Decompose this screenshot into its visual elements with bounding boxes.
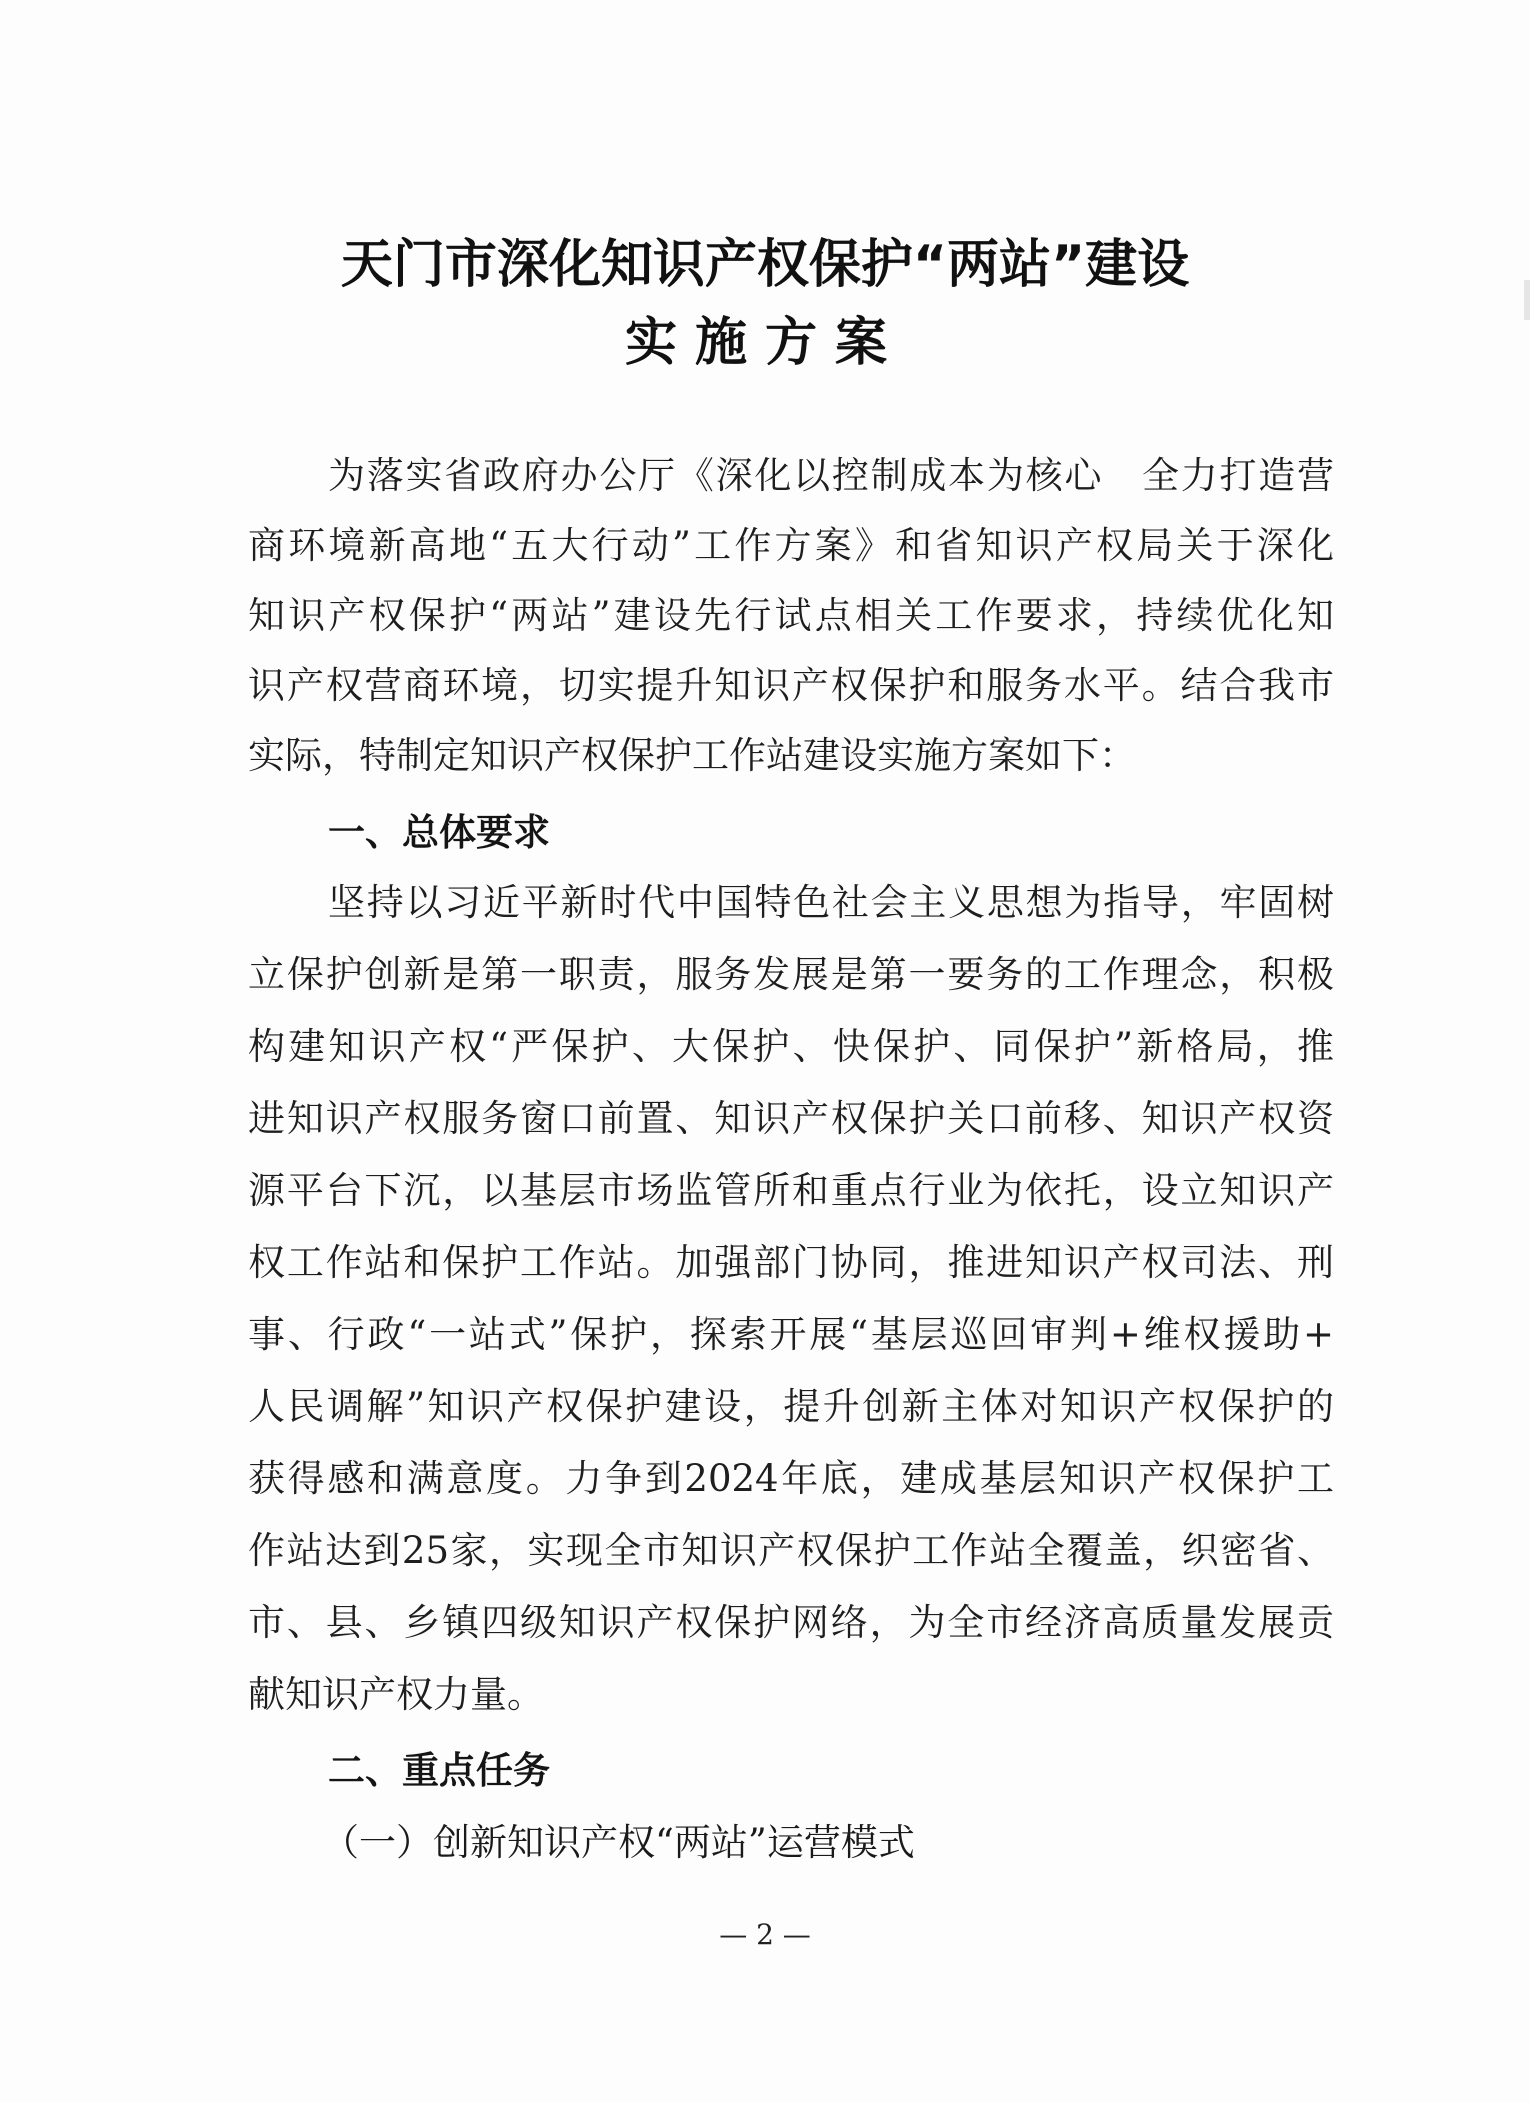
subsection-heading: （一）创新知识产权“两站”运营模式: [322, 1821, 915, 1864]
section-heading-overall-requirements: 一、总体要求: [328, 811, 550, 854]
body-line: 源平台下沉，以基层市场监管所和重点行业为依托，设立知识产: [248, 1169, 1334, 1212]
document-title-line1: 天门市深化知识产权保护“两站”建设: [340, 235, 1190, 295]
intro-line: 实际，特制定知识产权保护工作站建设实施方案如下：: [248, 734, 1136, 777]
intro-line: 知识产权保护“两站”建设先行试点相关工作要求，持续优化知: [248, 594, 1334, 637]
body-line: 获得感和满意度。力争到2024年底，建成基层知识产权保护工: [248, 1457, 1334, 1500]
section-heading-key-tasks: 二、重点任务: [328, 1749, 550, 1792]
body-line: 事、行政“一站式”保护，探索开展“基层巡回审判+维权援助+: [248, 1313, 1334, 1356]
body-line: 立保护创新是第一职责，服务发展是第一要务的工作理念，积极: [248, 953, 1334, 996]
intro-line: 识产权营商环境，切实提升知识产权保护和服务水平。结合我市: [248, 664, 1334, 707]
body-line: 献知识产权力量。: [248, 1673, 544, 1716]
document-title-line2: 实施方案: [624, 313, 905, 373]
body-line: 作站达到25家，实现全市知识产权保护工作站全覆盖，织密省、: [248, 1529, 1334, 1572]
body-line: 构建知识产权“严保护、大保护、快保护、同保护”新格局，推: [248, 1025, 1334, 1068]
body-line: 坚持以习近平新时代中国特色社会主义思想为指导，牢固树: [328, 881, 1334, 924]
body-line: 市、县、乡镇四级知识产权保护网络，为全市经济高质量发展贡: [248, 1601, 1334, 1644]
intro-line: 为落实省政府办公厅《深化以控制成本为核心 全力打造营: [328, 454, 1334, 497]
intro-line: 商环境新高地“五大行动”工作方案》和省知识产权局关于深化: [248, 524, 1334, 567]
page-number: — 2 —: [719, 1918, 811, 1951]
body-line: 权工作站和保护工作站。加强部门协同，推进知识产权司法、刑: [248, 1241, 1334, 1284]
body-line: 人民调解”知识产权保护建设，提升创新主体对知识产权保护的: [248, 1385, 1334, 1428]
body-line: 进知识产权服务窗口前置、知识产权保护关口前移、知识产权资: [248, 1097, 1334, 1140]
